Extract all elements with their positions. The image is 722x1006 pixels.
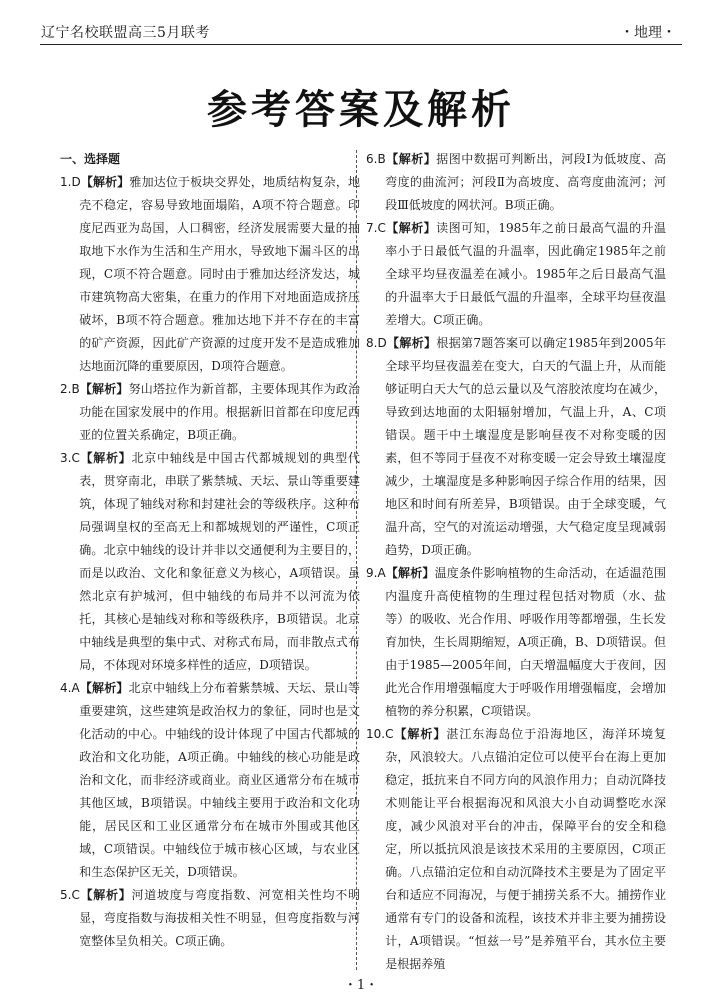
answer-item	[366, 332, 666, 562]
answer-text: 读图可知，1985年之前日最高气温的升温率小于日最低气温的升温率，因此确定1985年之前全球平均昼夜温差在减小。1985年之后日最高气温的升温率大于日最低气温的升温率，全球平均昼夜温差增大。C项正确。	[385, 221, 666, 327]
answer-item	[366, 148, 666, 217]
answer-text: 北京中轴线是中国古代都城规划的典型代表，贯穿南北，串联了紫禁城、天坛、景山等重要建筑，体现了轴线对称和封建社会的等级秩序。这种布局强调皇权的至高无上和都城规划的严谨性，C项正确。北京中轴线的设计并非以交通便利为主要目的，而是以政治、文化和象征意义为核心，A项错误。虽然北京有护城河，但中轴线的布局并不以河流为依托，其核心是轴线对称和等级秩序，B项错误。北京中轴线是典型的集中式、对称式布局，而非散点式布局，不体现对环境多样性的适应，D项错误。	[79, 451, 360, 672]
analysis-tag: 【解析】	[79, 681, 129, 695]
header-rule	[40, 44, 682, 45]
answer-text: 湛江东海岛位于沿海地区，海洋环境复杂，风浪较大。八点锚泊定位可以使平台在海上更加稳定，抵抗来自不同方向的风浪作用力；自动沉降技术则能让平台根据海况和风浪大小自动调整吃水深度，减少风浪对平台的冲击，保障平台的安全和稳定，所以抵抗风浪是该技术采用的主要原因，C项正确。八点锚泊定位和自动沉降技术主要是为了固定平台和适应不同海况，与便于捕捞关系不大。捕捞作业通常有专门的设备和流程，该技术并非主要为捕捞设计，A项错误。“恒兹一号”是养殖平台，其水位主要是根据养殖	[385, 727, 666, 971]
answer-item	[366, 217, 666, 332]
subject-label: ・地理・	[620, 25, 676, 41]
answer-number: 10.C	[366, 727, 394, 741]
analysis-tag: 【解析】	[79, 888, 132, 902]
analysis-tag: 【解析】	[385, 152, 437, 166]
analysis-tag: 【解析】	[80, 175, 130, 189]
right-column	[366, 148, 666, 976]
answer-number: 8.D	[366, 336, 387, 350]
analysis-tag: 【解析】	[79, 382, 129, 396]
left-column	[60, 148, 360, 953]
analysis-tag: 【解析】	[385, 566, 435, 580]
answer-text: 据图中数据可判断出，河段Ⅰ为低坡度、高弯度的曲流河；河段Ⅱ为高坡度、高弯度曲流河；河段Ⅲ低坡度的网状河。B项正确。	[385, 152, 666, 212]
answer-number: 4.A	[60, 681, 80, 695]
answer-text: 温度条件影响植物的生命活动，在适温范围内温度升高使植物的生理过程包括对物质（水、盐等）的吸收、光合作用、呼吸作用等都增强，生长发育加快，生长周期缩短，A项正确，B、D项错误。但由于1985—2005年间，白天增温幅度大于夜间，因此光合作用增强幅度大于呼吸作用增强幅度，会增加植物的养分积累，C项错误。	[385, 566, 666, 718]
section-title: 一、选择题	[60, 152, 121, 166]
answer-number: 2.B	[60, 382, 80, 396]
answer-item	[60, 447, 360, 677]
answer-number: 6.B	[366, 152, 386, 166]
page-number: ・1・	[343, 978, 379, 993]
answer-item	[60, 171, 360, 378]
analysis-tag: 【解析】	[385, 221, 437, 235]
answer-number: 7.C	[366, 221, 386, 235]
answer-text: 北京中轴线上分布着紫禁城、天坛、景山等重要建筑，这些建筑是政治权力的象征，同时也是文化活动的中心。中轴线的设计体现了中国古代都城的政治和文化功能，A项正确。中轴线的核心功能是政治和文化，而非经济或商业。商业区通常分布在城市其他区域，B项错误。中轴线主要用于政治和文化功能，居民区和工业区通常分布在城市外围或其他区域，C项错误。中轴线位于城市核心区域，与农业区和生态保护区无关，D项错误。	[79, 681, 360, 879]
answer-number: 1.D	[60, 175, 81, 189]
answer-item	[366, 562, 666, 723]
answer-item	[60, 884, 360, 953]
answer-item	[60, 378, 360, 447]
exam-title: 辽宁名校联盟高三5月联考	[41, 25, 210, 41]
analysis-tag: 【解析】	[386, 336, 437, 350]
answer-text: 河道坡度与弯度指数、河宽相关性均不明显，弯度指数与海拔相关性不明显，但弯度指数与河宽整体呈负相关。C项正确。	[79, 888, 360, 948]
answer-number: 3.C	[60, 451, 80, 465]
answer-text: 雅加达位于板块交界处，地质结构复杂，地壳不稳定，容易导致地面塌陷，A项不符合题意。印度尼西亚为岛国，人口稠密，经济发展需要大量的抽取地下水作为生活和生产用水，导致地下漏斗区的出现，C项不符合题意。同时由于雅加达经济发达，城市建筑物高大密集，在重力的作用下对地面造成挤压破坏，B项不符合题意。雅加达地下并不存在的丰富的矿产资源，因此矿产资源的过度开发不是造成雅加达地面沉降的重要原因，D项符合题意。	[79, 175, 360, 373]
answer-number: 5.C	[60, 888, 80, 902]
answer-number: 9.A	[366, 566, 386, 580]
analysis-tag: 【解析】	[393, 727, 447, 741]
answer-text: 努山塔拉作为新首都，主要体现其作为政治功能在国家发展中的作用。根据新旧首都在印度尼西亚的位置关系确定，B项正确。	[79, 382, 360, 442]
answer-text: 根据第7题答案可以确定1985年到2005年全球平均昼夜温差在变大，白天的气温上升，从而能够证明白天大气的总云量以及气溶胶浓度均在减少，导致到达地面的太阳辐射增加，气温上升，A、C项错误。题干中土壤湿度是影响昼夜不对称变暖的因素，但不等同于昼夜不对称变暖一定会导致土壤湿度减少，土壤湿度是多种影响因子综合作用的结果，因地区和时间有所差异，B项错误。由于全球变暖，气温升高，空气的对流运动增强，大气稳定度呈现减弱趋势，D项正确。	[385, 336, 666, 557]
analysis-tag: 【解析】	[79, 451, 132, 465]
answer-item	[366, 723, 666, 976]
page-title: 参考答案及解析	[207, 87, 515, 133]
answer-item	[60, 677, 360, 884]
